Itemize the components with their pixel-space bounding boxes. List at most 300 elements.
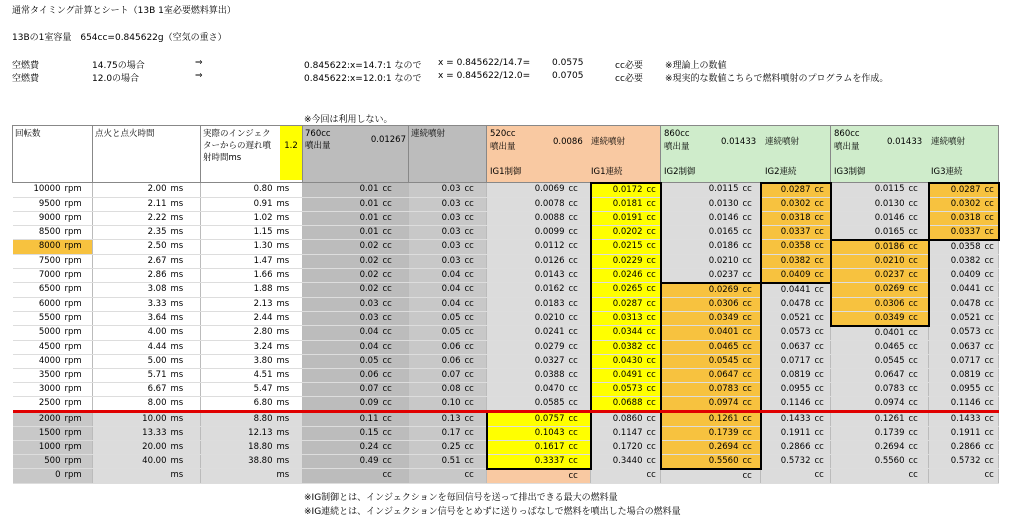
unit-cc: cc	[645, 382, 661, 396]
unit-cc: cc	[645, 396, 661, 411]
cell-i: 0.0409	[929, 268, 983, 283]
unit-cc: cc	[645, 268, 661, 283]
unit-cc: cc	[567, 440, 591, 454]
unit-cc: cc	[813, 340, 831, 354]
unit-cc: cc	[463, 297, 487, 311]
cell-e: 0.0202	[591, 225, 645, 240]
unit-ms: ms	[275, 283, 303, 298]
cell-i	[929, 469, 983, 484]
cell-c: 0.0112	[487, 240, 567, 255]
cell-a: 0.24	[303, 440, 381, 454]
cell-e: 0.0172	[591, 183, 645, 198]
unit-cc: cc	[813, 426, 831, 440]
cell-t: 2.86	[93, 268, 169, 283]
unit-cc: cc	[645, 340, 661, 354]
unit-cc: cc	[463, 396, 487, 411]
cell-f: 0.0306	[661, 297, 741, 311]
cell-h: 0.0146	[831, 211, 907, 225]
cell-c: 0.0088	[487, 211, 567, 225]
unit-cc: cc	[645, 311, 661, 326]
header-520cc-value: 0.0086	[553, 137, 583, 147]
table-row	[13, 368, 999, 382]
header-520cc-size: 520cc	[490, 129, 516, 139]
cell-d: 2.13	[201, 297, 275, 311]
unit-cc: cc	[567, 340, 591, 354]
cell-c: 0.0126	[487, 254, 567, 268]
cell-h: 0.0186	[831, 240, 907, 255]
cell-e: 0.0430	[591, 354, 645, 368]
unit-cc: cc	[983, 211, 999, 225]
unit-cc: cc	[741, 283, 761, 298]
cell-c: 0.3337	[487, 454, 567, 469]
cell-h: 0.0465	[831, 340, 907, 354]
cell-h: 0.0306	[831, 297, 907, 311]
unit-cc: cc	[567, 311, 591, 326]
unit-cc: cc	[983, 268, 999, 283]
cell-g: 0.0717	[761, 354, 813, 368]
afr-1-note: ※現実的な数値こちらで燃料噴射のプログラムを作成。	[665, 74, 889, 84]
unit-cc: cc	[907, 354, 929, 368]
unit-rpm: rpm	[63, 411, 93, 426]
cell-g: 0.1146	[761, 396, 813, 411]
header-rpm: 回転数	[13, 126, 93, 183]
fuel-table	[12, 125, 1000, 484]
cell-i: 0.0287	[929, 183, 983, 198]
cell-g	[761, 469, 813, 484]
unit-cc: cc	[813, 454, 831, 469]
unit-cc: cc	[381, 211, 409, 225]
unit-rpm: rpm	[63, 368, 93, 382]
cell-rpm: 3500	[13, 368, 63, 382]
unit-cc: cc	[567, 396, 591, 411]
unit-ms: ms	[169, 240, 201, 255]
cell-rpm: 5500	[13, 311, 63, 326]
table-row	[13, 440, 999, 454]
table-row	[13, 382, 999, 396]
afr-0-expr: x = 0.845622/14.7=	[438, 58, 531, 68]
unit-cc: cc	[645, 240, 661, 255]
cell-i: 0.0318	[929, 211, 983, 225]
unit-cc: cc	[381, 311, 409, 326]
cell-t: 2.22	[93, 211, 169, 225]
unit-cc: cc	[645, 368, 661, 382]
unit-cc: cc	[463, 268, 487, 283]
cell-i: 0.0358	[929, 240, 983, 255]
unit-ms: ms	[169, 454, 201, 469]
header-760cc	[303, 126, 409, 183]
unit-cc: cc	[907, 240, 929, 255]
cell-c: 0.0388	[487, 368, 567, 382]
afr-1-calc: 0.845622:x=12.0:1 なので	[304, 74, 422, 84]
cell-d: 1.88	[201, 283, 275, 298]
cell-h: 0.0269	[831, 283, 907, 298]
unit-cc: cc	[907, 340, 929, 354]
cell-h: 0.0974	[831, 396, 907, 411]
unit-cc: cc	[983, 340, 999, 354]
unit-cc: cc	[645, 297, 661, 311]
unit-cc: cc	[741, 454, 761, 469]
cell-f: 0.1261	[661, 411, 741, 426]
unit-cc: cc	[567, 211, 591, 225]
unit-ms: ms	[275, 311, 303, 326]
cell-f: 0.0783	[661, 382, 741, 396]
cell-f: 0.0130	[661, 197, 741, 211]
cell-rpm: 6500	[13, 283, 63, 298]
cell-a: 0.02	[303, 268, 381, 283]
unit-ms: ms	[169, 211, 201, 225]
unit-cc: cc	[463, 225, 487, 240]
cell-b: 0.03	[409, 225, 463, 240]
cell-d: 6.80	[201, 396, 275, 411]
unit-cc: cc	[463, 240, 487, 255]
header-860cc-a-value: 0.01433	[721, 137, 757, 147]
cell-t: 2.11	[93, 197, 169, 211]
unit-cc: cc	[813, 396, 831, 411]
unit-rpm: rpm	[63, 183, 93, 198]
unit-cc: cc	[381, 426, 409, 440]
cell-e: 0.0313	[591, 311, 645, 326]
unit-cc: cc	[741, 183, 761, 198]
cell-t: 3.33	[93, 297, 169, 311]
cell-b: 0.51	[409, 454, 463, 469]
cell-a: 0.04	[303, 340, 381, 354]
table-row	[13, 426, 999, 440]
cell-f: 0.0146	[661, 211, 741, 225]
unit-cc: cc	[907, 454, 929, 469]
cell-f: 0.0647	[661, 368, 741, 382]
cell-c: 0.0279	[487, 340, 567, 354]
unused-note: ※今回は利用しない。	[304, 115, 393, 125]
unit-ms: ms	[275, 440, 303, 454]
cell-h: 0.0783	[831, 382, 907, 396]
unit-cc: cc	[567, 183, 591, 198]
unit-cc: cc	[907, 268, 929, 283]
cell-b: 0.10	[409, 396, 463, 411]
cell-h: 0.1261	[831, 411, 907, 426]
table-row	[13, 454, 999, 469]
cell-a: 0.49	[303, 454, 381, 469]
header-860cc-b-value: 0.01433	[887, 137, 923, 147]
header-860cc-b	[831, 126, 999, 183]
afr-0-val: 0.0575	[552, 58, 584, 68]
unit-ms: ms	[169, 254, 201, 268]
unit-cc: cc	[645, 283, 661, 298]
cell-b: 0.17	[409, 426, 463, 440]
header-inj-delay	[201, 126, 303, 183]
unit-cc: cc	[645, 225, 661, 240]
unit-cc: cc	[741, 411, 761, 426]
cell-d: 0.91	[201, 197, 275, 211]
cell-a: 0.11	[303, 411, 381, 426]
unit-cc: cc	[983, 440, 999, 454]
unit-cc: cc	[813, 240, 831, 255]
cell-c: 0.0757	[487, 411, 567, 426]
cell-rpm: 6000	[13, 297, 63, 311]
cell-h: 0.0130	[831, 197, 907, 211]
cell-a: 0.07	[303, 382, 381, 396]
table-row	[13, 183, 999, 198]
unit-cc: cc	[741, 354, 761, 368]
unit-ms: ms	[275, 240, 303, 255]
header-ig2-continuous: IG2連続	[765, 167, 797, 177]
unit-ms: ms	[275, 411, 303, 426]
unit-cc: cc	[381, 469, 409, 484]
cell-t	[93, 469, 169, 484]
cell-h: 0.0647	[831, 368, 907, 382]
unit-cc: cc	[463, 197, 487, 211]
header-520cc	[487, 126, 661, 183]
unit-cc: cc	[741, 268, 761, 283]
capacity-line: 13Bの1室容量 654cc=0.845622g（空気の重さ）	[12, 33, 227, 43]
unit-cc: cc	[983, 426, 999, 440]
header-860cc-b-cont: 連続噴射	[931, 137, 966, 147]
unit-cc: cc	[645, 469, 661, 484]
cell-d: 2.44	[201, 311, 275, 326]
header-760cc-size: 760cc	[305, 129, 331, 139]
unit-ms: ms	[169, 197, 201, 211]
table-row	[13, 326, 999, 341]
unit-rpm: rpm	[63, 440, 93, 454]
unit-cc: cc	[741, 340, 761, 354]
unit-cc: cc	[813, 311, 831, 326]
sheet-title: 通常タイミング計算とシート（13B 1室必要燃料算出）	[12, 6, 236, 16]
unit-cc: cc	[983, 283, 999, 298]
unit-ms: ms	[169, 368, 201, 382]
unit-cc: cc	[463, 382, 487, 396]
header-ig3-continuous: IG3連続	[931, 167, 963, 177]
table-row	[13, 240, 999, 255]
header-ig2-control: IG2制御	[664, 167, 696, 177]
cell-d: 4.51	[201, 368, 275, 382]
unit-cc: cc	[567, 197, 591, 211]
afr-0-arrow: ⇒	[195, 58, 203, 68]
unit-ms: ms	[275, 268, 303, 283]
unit-cc: cc	[907, 283, 929, 298]
unit-cc: cc	[463, 326, 487, 341]
cell-i: 0.0302	[929, 197, 983, 211]
cell-i: 0.1433	[929, 411, 983, 426]
cell-i: 0.0441	[929, 283, 983, 298]
unit-cc: cc	[741, 311, 761, 326]
cell-t: 20.00	[93, 440, 169, 454]
unit-cc: cc	[381, 440, 409, 454]
table-row	[13, 283, 999, 298]
cell-t: 40.00	[93, 454, 169, 469]
unit-cc: cc	[983, 411, 999, 426]
unit-rpm: rpm	[63, 268, 93, 283]
unit-cc: cc	[381, 411, 409, 426]
unit-cc: cc	[983, 396, 999, 411]
afr-0-calc: 0.845622:x=14.7:1 なので	[304, 61, 422, 71]
cell-d: 1.15	[201, 225, 275, 240]
unit-cc: cc	[907, 469, 929, 484]
unit-ms: ms	[275, 254, 303, 268]
cell-g: 0.0358	[761, 240, 813, 255]
cell-a	[303, 469, 381, 484]
unit-cc: cc	[463, 440, 487, 454]
header-860cc-b-size: 860cc	[834, 129, 860, 139]
cell-t: 5.00	[93, 354, 169, 368]
unit-cc: cc	[381, 297, 409, 311]
unit-rpm: rpm	[63, 396, 93, 411]
unit-cc: cc	[381, 225, 409, 240]
unit-cc: cc	[463, 411, 487, 426]
cell-rpm: 4000	[13, 354, 63, 368]
unit-ms: ms	[275, 297, 303, 311]
unit-cc: cc	[463, 454, 487, 469]
cell-rpm: 0	[13, 469, 63, 484]
footnote-ig-continuous: ※IG連続とは、インジェクション信号をとめずに送りっぱなしで燃料を噴出した場合の燃料量	[304, 507, 681, 517]
header-760cc-value: 0.01267	[370, 135, 406, 145]
cell-h: 0.5560	[831, 454, 907, 469]
unit-ms: ms	[169, 469, 201, 484]
cell-g: 0.0521	[761, 311, 813, 326]
unit-cc: cc	[741, 396, 761, 411]
cell-rpm: 2000	[13, 411, 63, 426]
afr-1-unit: cc必要	[615, 74, 643, 84]
unit-cc: cc	[983, 225, 999, 240]
unit-ms: ms	[275, 396, 303, 411]
cell-f: 0.2694	[661, 440, 741, 454]
cell-b: 0.04	[409, 297, 463, 311]
unit-cc: cc	[813, 297, 831, 311]
cell-b: 0.03	[409, 183, 463, 198]
cell-t: 2.50	[93, 240, 169, 255]
cell-c: 0.0162	[487, 283, 567, 298]
cell-d: 3.24	[201, 340, 275, 354]
unit-cc: cc	[741, 382, 761, 396]
unit-cc: cc	[463, 354, 487, 368]
unit-cc: cc	[645, 440, 661, 454]
unit-cc: cc	[983, 368, 999, 382]
cell-h: 0.2694	[831, 440, 907, 454]
unit-cc: cc	[813, 183, 831, 198]
footnote-ig-control: ※IG制御とは、インジェクションを毎回信号を送って排出できる最大の燃料量	[304, 493, 618, 503]
cell-t: 2.35	[93, 225, 169, 240]
unit-cc: cc	[381, 368, 409, 382]
cell-f: 0.5560	[661, 454, 741, 469]
unit-cc: cc	[381, 240, 409, 255]
unit-rpm: rpm	[63, 211, 93, 225]
unit-cc: cc	[463, 211, 487, 225]
cell-i: 0.0478	[929, 297, 983, 311]
cell-b	[409, 469, 463, 484]
cell-g: 0.0337	[761, 225, 813, 240]
cell-i: 0.0717	[929, 354, 983, 368]
unit-cc: cc	[567, 297, 591, 311]
unit-ms: ms	[169, 225, 201, 240]
cell-c	[487, 469, 567, 484]
cell-a: 0.02	[303, 283, 381, 298]
header-ig1-continuous: IG1連続	[591, 167, 623, 177]
cell-h: 0.0545	[831, 354, 907, 368]
unit-cc: cc	[645, 426, 661, 440]
cell-h: 0.0115	[831, 183, 907, 198]
header-520cc-cont: 連続噴射	[591, 137, 626, 147]
cell-g: 0.0318	[761, 211, 813, 225]
afr-1-label: 空燃費	[12, 74, 40, 84]
unit-ms: ms	[275, 382, 303, 396]
cell-rpm: 2500	[13, 396, 63, 411]
cell-h	[831, 469, 907, 484]
unit-cc: cc	[741, 368, 761, 382]
unit-cc: cc	[381, 340, 409, 354]
cell-a: 0.01	[303, 211, 381, 225]
cell-h: 0.0165	[831, 225, 907, 240]
cell-rpm: 9000	[13, 211, 63, 225]
unit-ms: ms	[275, 197, 303, 211]
unit-cc: cc	[813, 197, 831, 211]
unit-rpm: rpm	[63, 469, 93, 484]
cell-g: 0.0409	[761, 268, 813, 283]
cell-d: 8.80	[201, 411, 275, 426]
cell-t: 8.00	[93, 396, 169, 411]
unit-cc: cc	[983, 197, 999, 211]
unit-cc: cc	[907, 382, 929, 396]
unit-cc: cc	[983, 254, 999, 268]
afr-1-ratio: 12.0の場合	[92, 74, 140, 84]
cell-e: 0.0246	[591, 268, 645, 283]
table-row	[13, 396, 999, 411]
unit-cc: cc	[983, 240, 999, 255]
unit-cc: cc	[907, 396, 929, 411]
unit-cc: cc	[741, 426, 761, 440]
cell-rpm: 1500	[13, 426, 63, 440]
cell-a: 0.01	[303, 225, 381, 240]
unit-cc: cc	[907, 211, 929, 225]
cell-d: 1.30	[201, 240, 275, 255]
cell-rpm: 7500	[13, 254, 63, 268]
unit-rpm: rpm	[63, 283, 93, 298]
unit-ms: ms	[275, 354, 303, 368]
unit-cc: cc	[741, 240, 761, 255]
unit-cc: cc	[907, 254, 929, 268]
cell-i: 0.0337	[929, 225, 983, 240]
cell-a: 0.01	[303, 197, 381, 211]
afr-1-arrow: ⇒	[195, 71, 203, 81]
unit-cc: cc	[567, 268, 591, 283]
cell-i: 0.0955	[929, 382, 983, 396]
cell-c: 0.1043	[487, 426, 567, 440]
unit-rpm: rpm	[63, 326, 93, 341]
header-860cc-a-label: 噴出量	[664, 142, 690, 152]
unit-cc: cc	[381, 454, 409, 469]
cell-a: 0.09	[303, 396, 381, 411]
table-row	[13, 211, 999, 225]
unit-cc: cc	[381, 396, 409, 411]
unit-cc: cc	[813, 254, 831, 268]
cell-e: 0.0215	[591, 240, 645, 255]
cell-b: 0.05	[409, 326, 463, 341]
unit-cc: cc	[645, 211, 661, 225]
cell-rpm: 1000	[13, 440, 63, 454]
unit-cc: cc	[463, 183, 487, 198]
unit-ms: ms	[275, 454, 303, 469]
unit-cc: cc	[567, 368, 591, 382]
cell-i: 0.0382	[929, 254, 983, 268]
cell-d: 12.13	[201, 426, 275, 440]
unit-cc: cc	[907, 225, 929, 240]
unit-cc: cc	[983, 326, 999, 341]
cell-c: 0.1617	[487, 440, 567, 454]
unit-cc: cc	[381, 183, 409, 198]
table-row	[13, 469, 999, 484]
cell-e: 0.0491	[591, 368, 645, 382]
unit-cc: cc	[567, 454, 591, 469]
unit-cc: cc	[741, 254, 761, 268]
cell-b: 0.05	[409, 311, 463, 326]
cell-d: 3.80	[201, 354, 275, 368]
